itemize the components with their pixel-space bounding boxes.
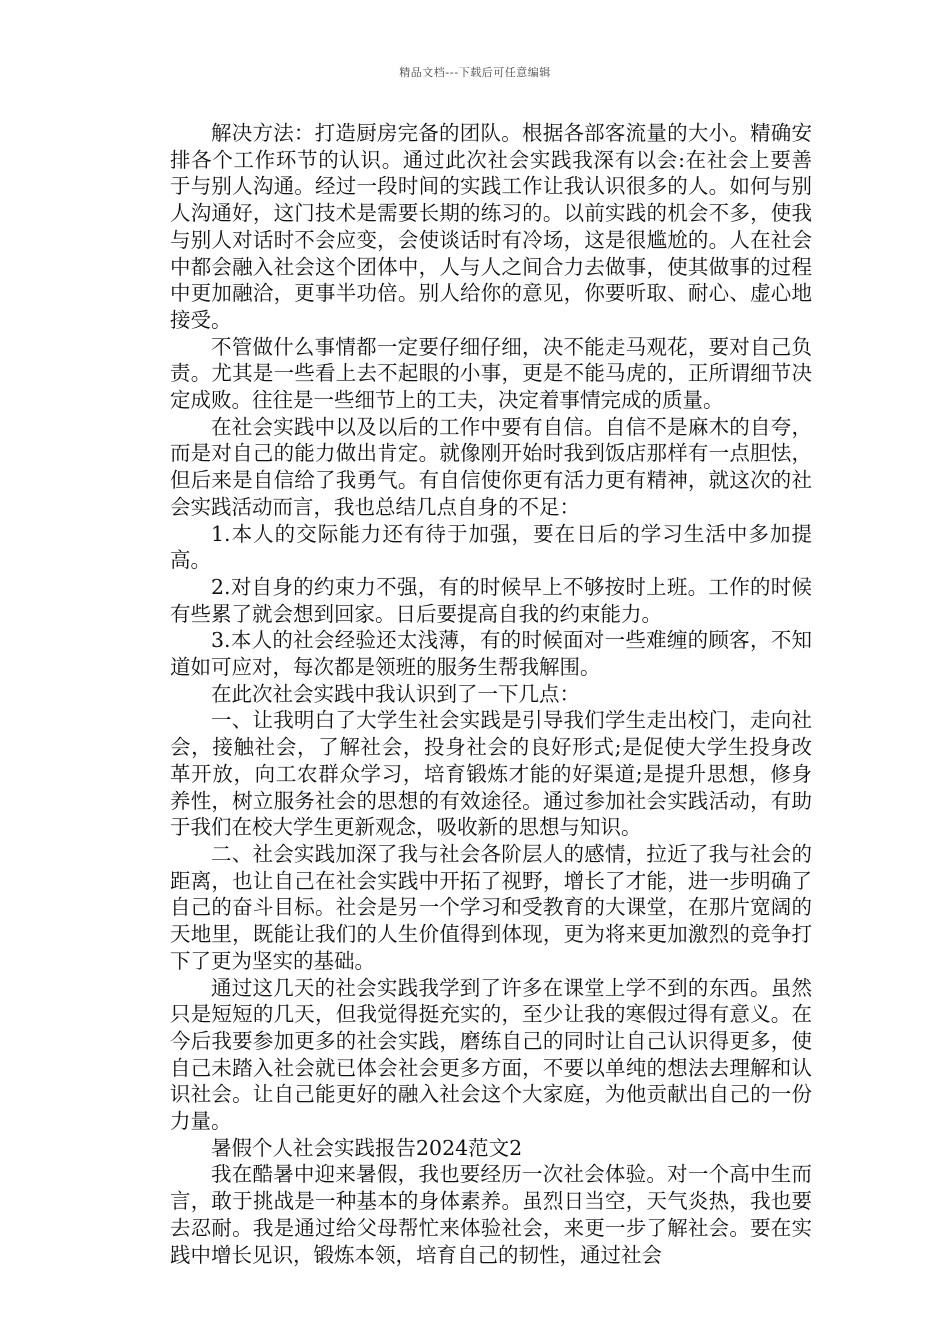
list-item-shortcoming-2: 2.对自身的约束力不强，有的时候早上不够按时上班。工作的时候有些累了就会想到回家。日后要提高自我的约束能力。 [170,574,812,626]
page-header: 精品文档---下载后可任意编辑 [399,66,551,79]
list-item-shortcoming-3: 3.本人的社会经验还太浅薄，有的时候面对一些难缠的顾客，不知道如可应对，每次都是领班的服务生帮我解围。 [170,628,812,680]
paragraph-conclusion: 通过这几天的社会实践我学到了许多在课堂上学不到的东西。虽然只是短短的几天，但我觉得挺充实的，至少让我的寒假过得有意义。在今后我要参加更多的社会实践，磨练自己的同时让自己认识得更多，使自己未踏入社会就已体会社会更多方面，不要以单纯的想法去理解和认识社会。让自己能更好的融入社会这个大家庭，为他贡献出自己的一份力量。 [170,975,812,1134]
paragraph-insights-intro: 在此次社会实践中我认识到了一下几点： [211,681,580,706]
list-item-shortcoming-1: 1.本人的交际能力还有待于加强，要在日后的学习生活中多加提高。 [170,521,812,573]
paragraph-confidence: 在社会实践中以及以后的工作中要有自信。自信不是麻木的自夸，而是对自己的能力做出肯定。就像刚开始时我到饭店那样有一点胆怯，但后来是自信给了我勇气。有自信使你更有活力更有精神，就这次的社会实践活动而言，我也总结几点自身的不足： [170,414,812,519]
paragraph-solution: 解决方法：打造厨房完备的团队。根据各部客流量的大小。精确安排各个工作环节的认识。通过此次社会实践我深有以会:在社会上要善于与别人沟通。经过一段时间的实践工作让我认识很多的人。如何与别人沟通好，这门技术是需要长期的练习的。以前实践的机会不多，使我与别人对话时不会应变，会使谈话时有冷场，这是很尴尬的。人在社会中都会融入社会这个团体中，人与人之间合力去做事，使其做事的过程中更加融洽，更事半功倍。别人给你的意见，你要听取、耐心、虚心地接受。 [170,121,812,332]
paragraph-insight-2: 二、社会实践加深了我与社会各阶层人的感情，拉近了我与社会的距离，也让自己在社会实践中开拓了视野，增长了才能，进一步明确了自己的奋斗目标。社会是另一个学习和受教育的大课堂，在那片宽阔的天地里，既能让我们的人生价值得到体现，更为将来更加激烈的竞争打下了更为坚实的基础。 [170,841,812,973]
section-title: 暑假个人社会实践报告2024范文2 [211,1135,523,1160]
paragraph-insight-1: 一、让我明白了大学生社会实践是引导我们学生走出校门，走向社会，接触社会，了解社会，投身社会的良好形式;是促使大学生投身改革开放，向工农群众学习，培育锻炼才能的好渠道;是提升思想，修身养性，树立服务社会的思想的有效途径。通过参加社会实践活动，有助于我们在校大学生更新观念，吸收新的思想与知识。 [170,708,812,840]
paragraph-essay-2-start: 我在酷暑中迎来暑假，我也要经历一次社会体验。对一个高中生而言，敢于挑战是一种基本的身体素养。虽烈日当空，天气炎热，我也要去忍耐。我是通过给父母帮忙来体验社会，来更一步了解社会。要在实践中增长见识，锻炼本领，培育自己的韧性，通过社会 [170,1162,812,1267]
paragraph-details: 不管做什么事情都一定要仔细仔细，决不能走马观花，要对自己负责。尤其是一些看上去不起眼的小事，更是不能马虎的，正所谓细节决定成败。往往是一些细节上的工夫，决定着事情完成的质量。 [170,334,812,413]
document-body [170,120,812,1268]
